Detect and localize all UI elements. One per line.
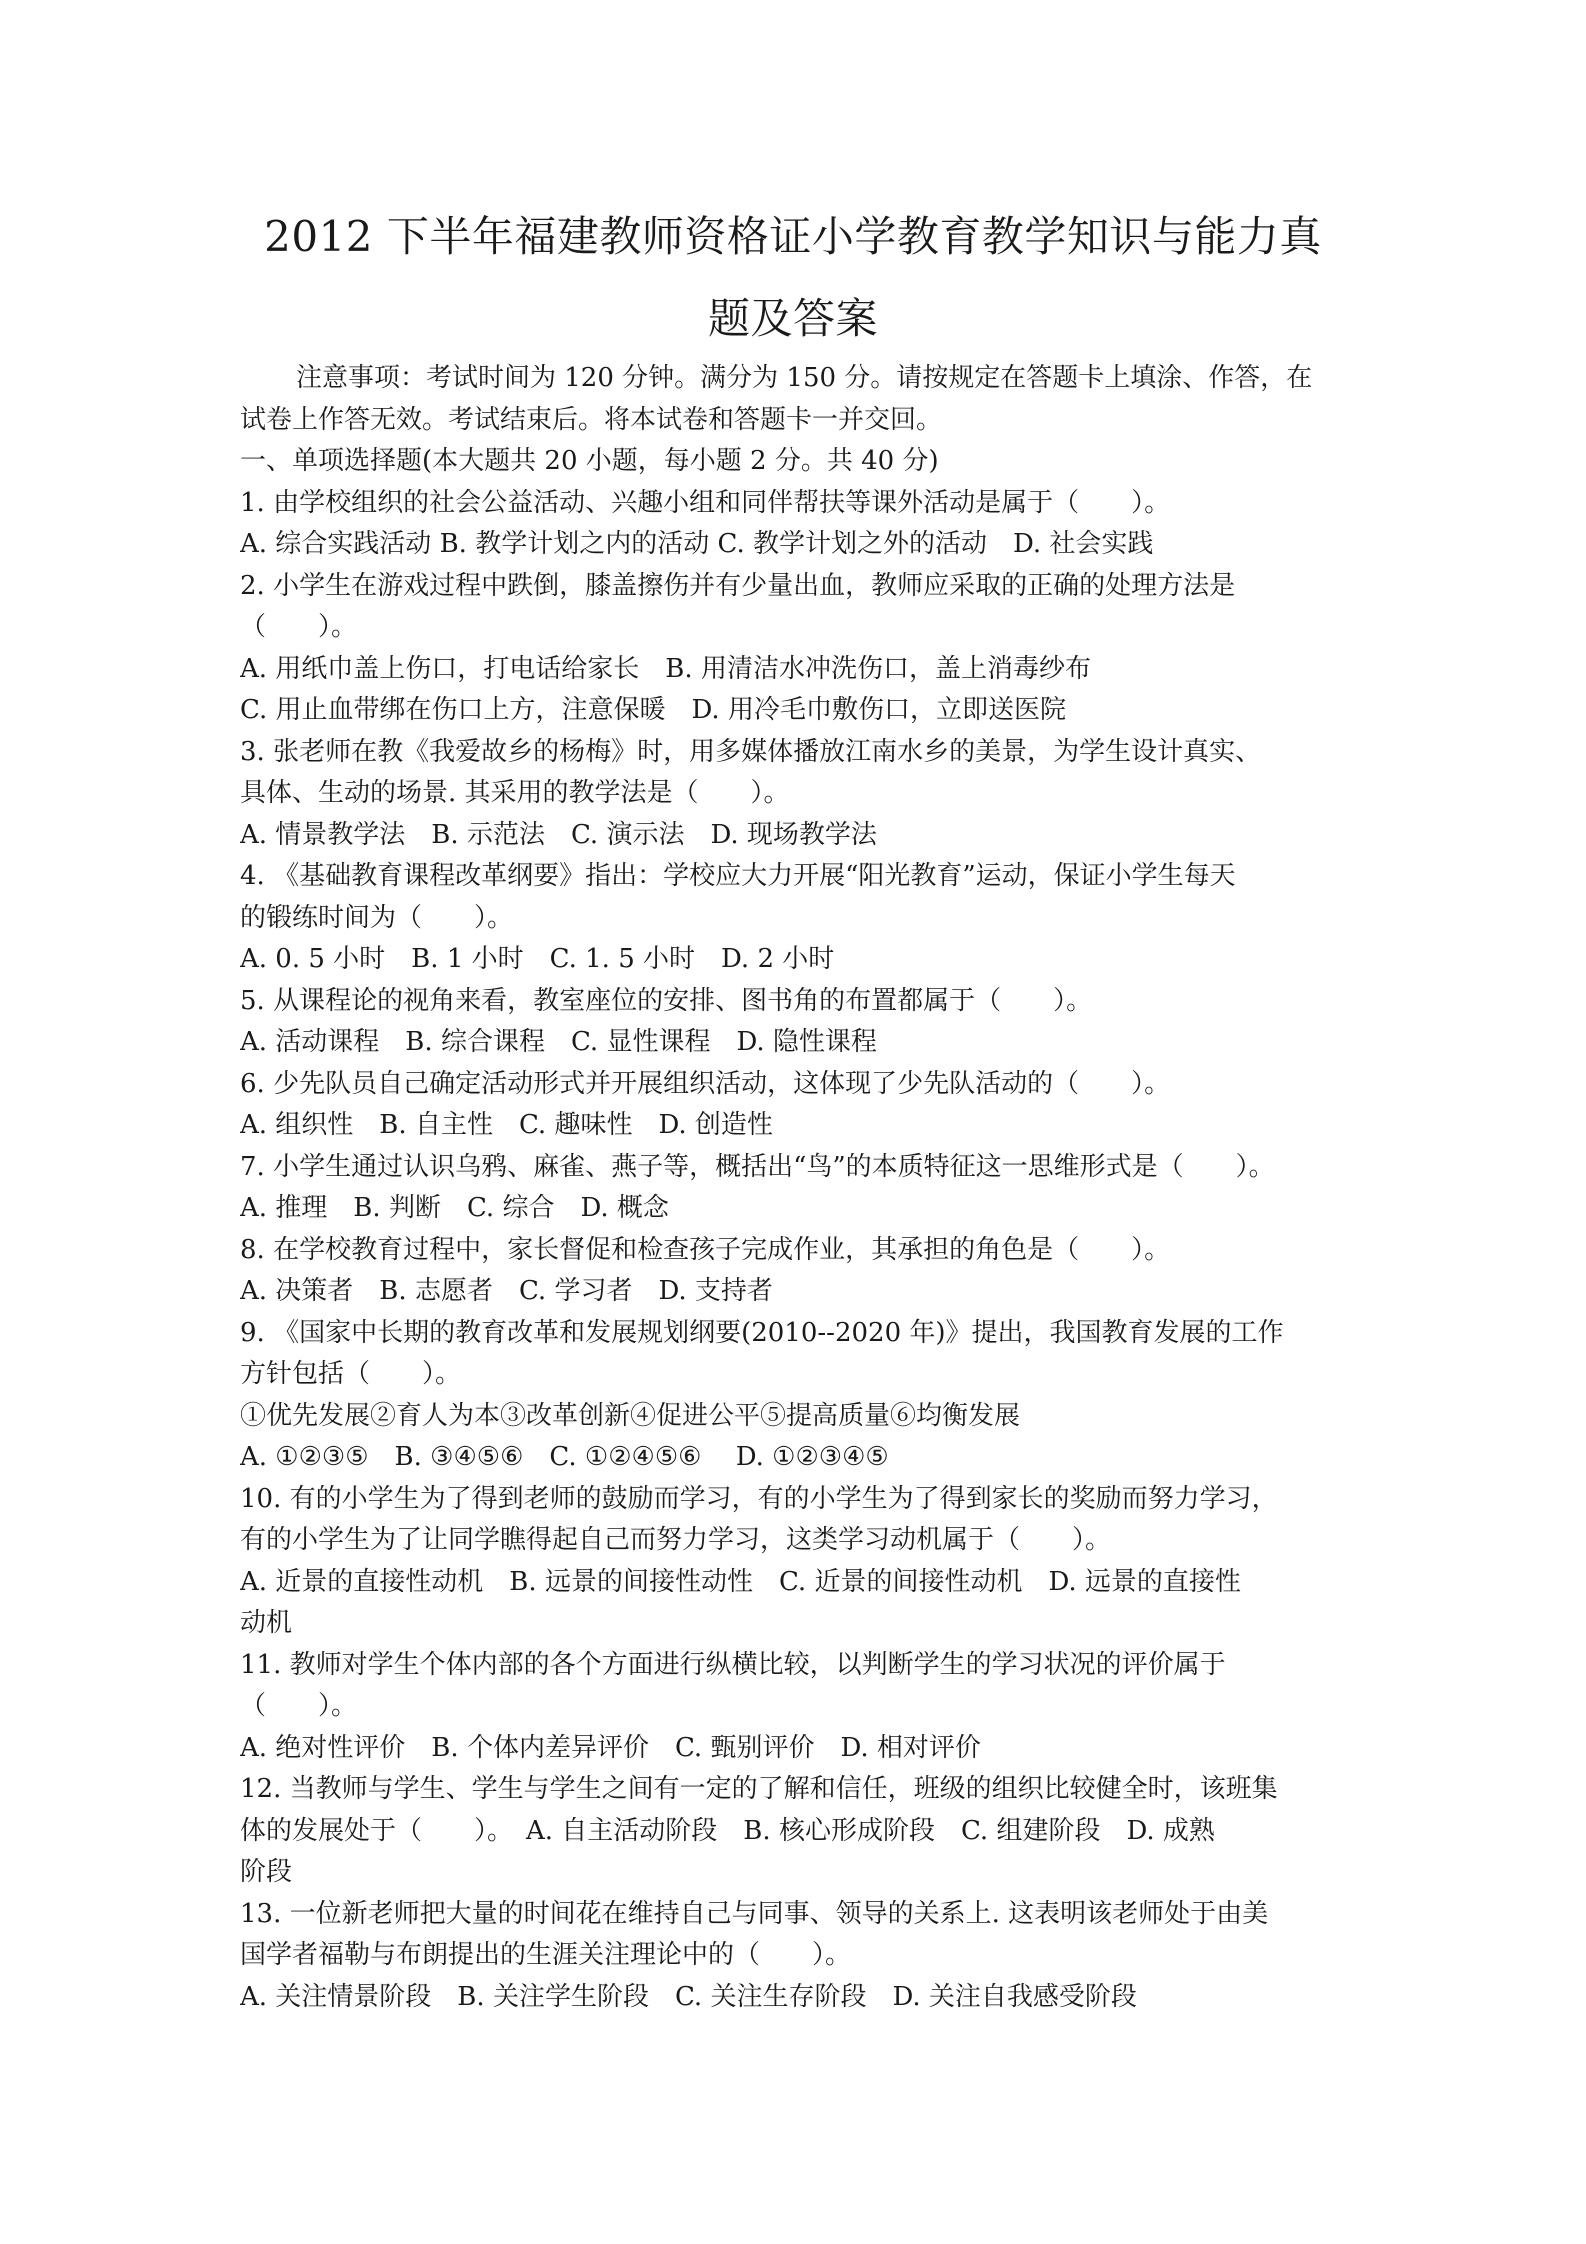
question-line: 4. 《基础教育课程改革纲要》指出：学校应大力开展“阳光教育”运动，保证小学生每天	[240, 861, 1236, 891]
options-line: 阶段	[240, 1857, 293, 1887]
question-line: 2. 小学生在游戏过程中跌倒，膝盖擦伤并有少量出血，教师应采取的正确的处理方法是	[240, 570, 1236, 601]
title-line: 题及答案	[707, 294, 878, 343]
question-line: 的锻练时间为（ ）。	[240, 902, 514, 933]
question-line: 1. 由学校组织的社会公益活动、兴趣小组和同伴帮扶等课外活动是属于（ ）。	[240, 487, 1171, 518]
question-line: ①优先发展②育人为本③改革创新④促进公平⑤提高质量⑥均衡发展	[240, 1400, 1021, 1431]
options-line: A. 近景的直接性动机 B. 远景的间接性动性 C. 近景的间接性动机 D. 远景的直接性	[240, 1566, 1241, 1597]
question-line: 12. 当教师与学生、学生与学生之间有一定的了解和信任，班级的组织比较健全时，该班集	[240, 1774, 1278, 1804]
question-line: （ ）。	[240, 612, 358, 642]
question-line: 8. 在学校教育过程中，家长督促和检查孩子完成作业，其承担的角色是（ ）。	[240, 1234, 1171, 1265]
options-line: A. 组织性 B. 自主性 C. 趣味性 D. 创造性	[240, 1110, 773, 1140]
options-line: A. 综合实践活动 B. 教学计划之内的活动 C. 教学计划之外的活动 D. 社会实践	[240, 529, 1154, 559]
question-line: 国学者福勒与布朗提出的生涯关注理论中的（ ）。	[240, 1940, 852, 1970]
options-line: A. 0. 5 小时 B. 1 小时 C. 1. 5 小时 D. 2 小时	[240, 944, 835, 974]
options-line: 动机	[240, 1608, 293, 1638]
question-line: 5. 从课程论的视角来看，教室座位的安排、图书角的布置都属于（ ）。	[240, 985, 1093, 1016]
notice-line: 试卷上作答无效。考试结束后。将本试卷和答题卡一并交回。	[240, 404, 943, 435]
question-line: 10. 有的小学生为了得到老师的鼓励而学习，有的小学生为了得到家长的奖励而努力学习，	[240, 1483, 1278, 1514]
question-line: 方针包括（ ）。	[240, 1359, 462, 1389]
section-heading: 一、单项选择题(本大题共 20 小题，每小题 2 分。共 40 分)	[240, 446, 939, 476]
question-line: 3. 张老师在教《我爱故乡的杨梅》时，用多媒体播放江南水乡的美景，为学生设计真实、	[240, 736, 1262, 767]
question-line: 体的发展处于（ ）。 A. 自主活动阶段 B. 核心形成阶段 C. 组建阶段 D. 成熟	[240, 1815, 1215, 1846]
question-line: 9. 《国家中长期的教育改革和发展规划纲要(2010--2020 年)》提出，我国教育发展的工作	[240, 1317, 1284, 1348]
document-body	[240, 358, 1346, 2018]
options-line: A. 关注情景阶段 B. 关注学生阶段 C. 关注生存阶段 D. 关注自我感受阶段	[240, 1981, 1137, 2012]
options-line: A. 用纸巾盖上伤口，打电话给家长 B. 用清洁水冲洗伤口，盖上消毒纱布	[240, 653, 1091, 684]
options-line: A. 活动课程 B. 综合课程 C. 显性课程 D. 隐性课程	[240, 1027, 877, 1057]
options-line: A. 绝对性评价 B. 个体内差异评价 C. 甄别评价 D. 相对评价	[240, 1732, 981, 1763]
question-line: 13. 一位新老师把大量的时间花在维持自己与同事、领导的关系上. 这表明该老师处于由美	[240, 1898, 1269, 1929]
question-line: 有的小学生为了让同学瞧得起自己而努力学习，这类学习动机属于（ ）。	[240, 1525, 1112, 1555]
question-line: 11. 教师对学生个体内部的各个方面进行纵横比较，以判断学生的学习状况的评价属于	[240, 1649, 1226, 1680]
question-line: （ ）。	[240, 1691, 358, 1721]
options-line: A. 决策者 B. 志愿者 C. 学习者 D. 支持者	[240, 1276, 773, 1306]
question-line: 6. 少先队员自己确定活动形式并开展组织活动，这体现了少先队活动的（ ）。	[240, 1068, 1171, 1099]
options-line: A. ①②③⑤ B. ③④⑤⑥ C. ①②④⑤⑥ D. ①②③④⑤	[240, 1442, 889, 1472]
document-title	[240, 196, 1346, 360]
options-line: A. 情景教学法 B. 示范法 C. 演示法 D. 现场教学法	[240, 819, 877, 850]
options-line: A. 推理 B. 判断 C. 综合 D. 概念	[240, 1193, 669, 1223]
question-line: 具体、生动的场景. 其采用的教学法是（ ）。	[240, 778, 790, 808]
question-line: 7. 小学生通过认识乌鸦、麻雀、燕子等，概括出“鸟”的本质特征这一思维形式是（ ）。	[240, 1151, 1275, 1182]
title-line: 2012 下半年福建教师资格证小学教育教学知识与能力真	[264, 212, 1322, 261]
notice-line: 注意事项：考试时间为 120 分钟。满分为 150 分。请按规定在答题卡上填涂、作答，在	[296, 363, 1313, 393]
options-line: C. 用止血带绑在伤口上方，注意保暖 D. 用冷毛巾敷伤口，立即送医院	[240, 695, 1066, 725]
